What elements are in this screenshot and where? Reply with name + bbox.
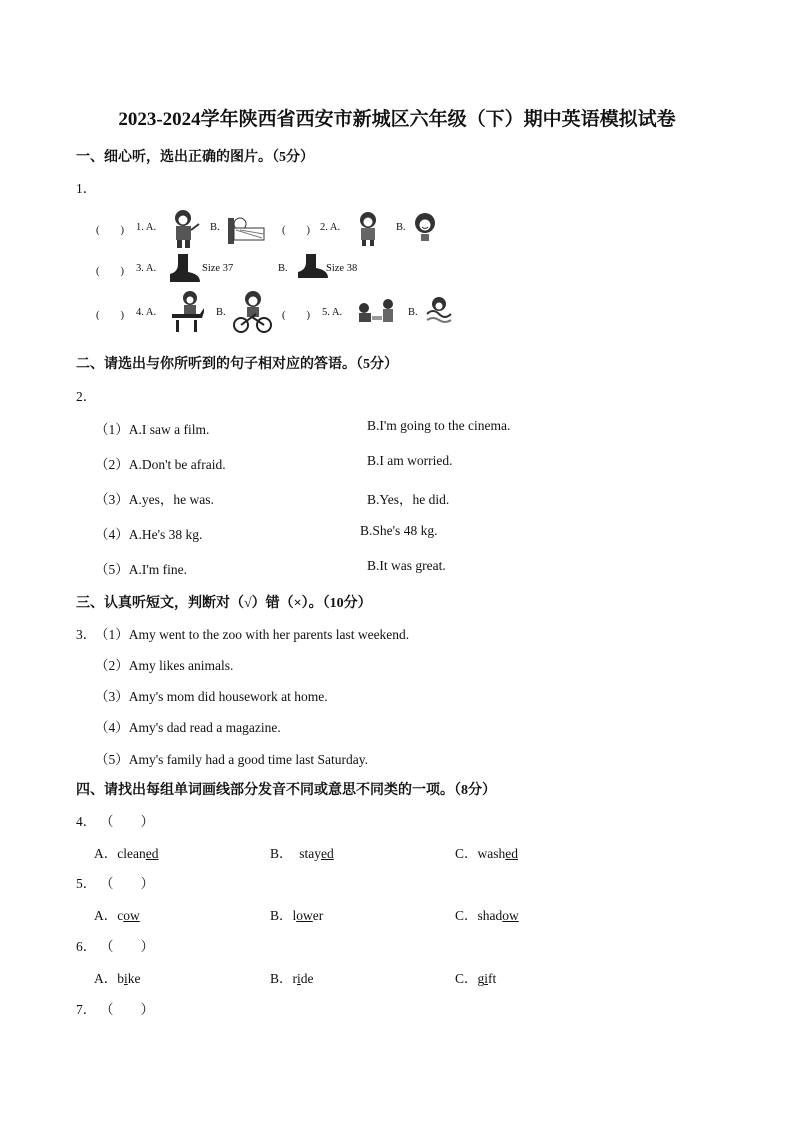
q6-option-b: B．ride — [270, 971, 314, 986]
question-6-number: 6． — [76, 939, 97, 954]
item-2-a-label: 2. A. — [320, 222, 341, 233]
item-4-a-label: 4. A. — [136, 307, 157, 318]
q3-statement: （5）Amy's family had a good time last Saturday. — [95, 752, 369, 767]
answer-paren[interactable]: （ ） — [100, 1002, 154, 1017]
question-4-number: 4． — [76, 814, 97, 829]
section-1-heading: 一、细心听，选出正确的图片。（5分） — [76, 150, 314, 165]
child-in-bed-image — [224, 210, 268, 246]
girl-sad-image — [354, 210, 384, 246]
question-1-number: 1． — [76, 181, 97, 196]
answer-paren[interactable]: ( ) — [282, 225, 310, 236]
question-5-number: 5． — [76, 876, 97, 891]
shoe-size-38-image — [296, 252, 328, 282]
q2-option-a: （3）A.yes，he was. — [95, 492, 214, 507]
answer-paren[interactable]: （ ） — [100, 876, 154, 891]
q2-option-a: （5）A.I'm fine. — [95, 562, 188, 577]
q2-option-b: B.I'm going to the cinema. — [367, 418, 511, 433]
q6-option-c: C．gift — [455, 971, 497, 986]
q3-statement: （2）Amy likes animals. — [95, 658, 234, 673]
item-1-a-label: 1. A. — [136, 222, 157, 233]
q5-option-b: B．lower — [270, 908, 324, 923]
item-3-b-label: B. — [278, 263, 288, 274]
question-7-number: 7． — [76, 1002, 97, 1017]
item-1-b-label: B. — [210, 222, 220, 233]
boy-thinking-image — [166, 208, 204, 248]
section-4-heading: 四、请找出每组单词画线部分发音不同或意思不同类的一项。（8分） — [76, 783, 496, 798]
item-5-a-label: 5. A. — [322, 307, 343, 318]
item-2-b-label: B. — [396, 222, 406, 233]
q3-statement: （1）Amy went to the zoo with her parents last weekend. — [95, 627, 410, 642]
item-3-a-label: 3. A. — [136, 263, 157, 274]
question-2-number: 2． — [76, 389, 97, 404]
page-title: 2023-2024学年陕西省西安市新城区六年级（下）期中英语模拟试卷 — [118, 109, 676, 130]
q2-option-b: B.Yes，he did. — [367, 492, 450, 507]
child-swimming-image — [424, 294, 456, 326]
item-5-b-label: B. — [408, 307, 418, 318]
q2-option-a: （2）A.Don't be afraid. — [95, 457, 226, 472]
q6-option-a: A．bike — [94, 971, 141, 986]
girl-happy-image — [412, 212, 438, 242]
children-reading-image — [354, 298, 398, 324]
answer-paren[interactable]: ( ) — [282, 310, 310, 321]
boy-riding-horse-image — [168, 290, 208, 334]
q3-statement: （4）Amy's dad read a magazine. — [95, 720, 281, 735]
answer-paren[interactable]: ( ) — [96, 310, 124, 321]
item-3-a-caption: Size 37 — [202, 263, 234, 274]
shoe-size-37-image — [168, 252, 200, 286]
q2-option-a: （4）A.He's 38 kg. — [95, 527, 203, 542]
q2-option-a: （1）A.I saw a film. — [95, 422, 210, 437]
q2-option-b: B.I am worried. — [367, 453, 453, 468]
item-3-b-caption: Size 38 — [326, 263, 358, 274]
boy-riding-bike-image — [232, 290, 272, 334]
q3-statement: （3）Amy's mom did housework at home. — [95, 689, 328, 704]
answer-paren[interactable]: （ ） — [100, 814, 154, 829]
section-2-heading: 二、请选出与你所听到的句子相对应的答语。（5分） — [76, 357, 398, 372]
item-4-b-label: B. — [216, 307, 226, 318]
section-3-heading: 三、认真听短文，判断对（√）错（×）。（10分） — [76, 596, 372, 611]
question-3-number: 3． — [76, 627, 97, 642]
q4-option-c: C．washed — [455, 846, 519, 861]
q5-option-c: C．shadow — [455, 908, 519, 923]
answer-paren[interactable]: ( ) — [96, 225, 124, 236]
q4-option-b: B． stayed — [270, 846, 334, 861]
answer-paren[interactable]: ( ) — [96, 266, 124, 277]
q5-option-a: A．cow — [94, 908, 140, 923]
q2-option-b: B.She's 48 kg. — [360, 523, 438, 538]
q2-option-b: B.It was great. — [367, 558, 446, 573]
answer-paren[interactable]: （ ） — [100, 939, 154, 954]
q4-option-a: A．cleaned — [94, 846, 159, 861]
